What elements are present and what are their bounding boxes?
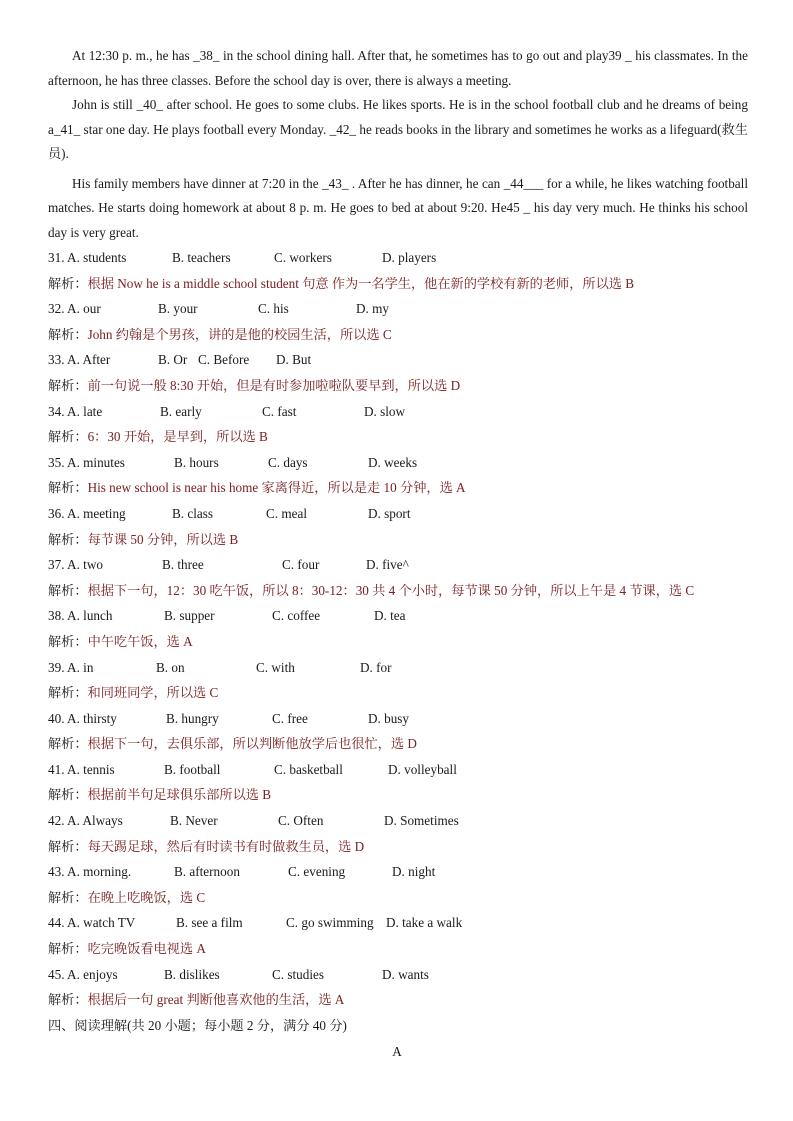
question-row bbox=[48, 245, 748, 271]
analysis-text: 每节课 50 分钟，所以选 B bbox=[87, 531, 239, 547]
question-row bbox=[48, 706, 748, 732]
analysis-label: 解析： bbox=[48, 889, 88, 905]
qnum: 38. A. lunch bbox=[48, 608, 113, 624]
analysis-text: His new school is near his home 家离得近，所以是走 10 分钟，选 A bbox=[87, 480, 466, 496]
opt-b: B. dislikes bbox=[164, 966, 220, 982]
opt-d: D. sport bbox=[368, 505, 411, 521]
opt-b: B. see a film bbox=[176, 915, 243, 931]
analysis-text: 吃完晚饭看电视选 A bbox=[87, 941, 206, 957]
opt-d: D. players bbox=[382, 250, 437, 265]
opt-b: B. class bbox=[172, 505, 214, 521]
analysis-label: 解析： bbox=[48, 992, 88, 1008]
qnum: 45. A. enjoys bbox=[48, 966, 118, 982]
opt-b: B. football bbox=[164, 761, 221, 777]
opt-b: B. Never bbox=[170, 813, 218, 829]
qnum: 40. A. thirsty bbox=[48, 710, 117, 726]
opt-c: C. Before bbox=[198, 352, 250, 368]
analysis-label: 解析： bbox=[48, 377, 88, 393]
opt-b: B. teachers bbox=[172, 250, 231, 265]
passage-paragraph-1: At 12:30 p. m., he has _38_ in the school dining hall. After that, he sometimes has to go out and play39 _ his classmates. In the afternoon, he has three classes. Before the school day is over, there is always a meeting. bbox=[48, 48, 748, 88]
analysis-text: 和同班同学，所以选 C bbox=[87, 685, 219, 701]
question-row bbox=[48, 347, 748, 373]
opt-d: D. Sometimes bbox=[384, 813, 459, 829]
opt-d: D. night bbox=[392, 864, 436, 880]
qnum: 37. A. two bbox=[48, 557, 103, 573]
opt-d: D. take a walk bbox=[386, 915, 463, 931]
analysis-row bbox=[48, 271, 748, 297]
question-row bbox=[48, 910, 748, 936]
opt-c: C. studies bbox=[272, 966, 325, 982]
opt-c: C. days bbox=[268, 454, 308, 470]
analysis-label: 解析： bbox=[48, 633, 88, 649]
analysis-row bbox=[48, 987, 748, 1013]
analysis-text: 根据后一句 great 判断他喜欢他的生活，选 A bbox=[87, 992, 345, 1008]
analysis-label: 解析： bbox=[48, 787, 88, 803]
question-row bbox=[48, 450, 748, 476]
passage-paragraph-3: His family members have dinner at 7:20 in the _43_ . After he has dinner, he can _44___ for a while, he likes watching football matches. He starts doing homework at about 8 p. m. He goes to bed at about 9:20. He45 _ his day very much. He thinks his school day is very great. bbox=[48, 175, 748, 240]
opt-b: B. early bbox=[160, 403, 202, 419]
question-row bbox=[48, 399, 748, 425]
opt-b: B. three bbox=[162, 557, 204, 573]
question-row bbox=[48, 962, 748, 988]
opt-c: C. evening bbox=[288, 864, 346, 880]
question-row bbox=[48, 501, 748, 527]
analysis-text: 每天踢足球，然后有时读书有时做救生员，选 D bbox=[87, 838, 365, 854]
qnum: 41. A. tennis bbox=[48, 761, 115, 777]
analysis-text: 6：30 开始，是早到，所以选 B bbox=[87, 429, 268, 445]
qnum: 35. A. minutes bbox=[48, 454, 125, 470]
opt-b: B. hours bbox=[174, 454, 219, 470]
opt-c: C. his bbox=[258, 301, 289, 317]
opt-d: D. slow bbox=[364, 403, 406, 419]
question-row bbox=[48, 296, 748, 322]
question-row bbox=[48, 552, 748, 578]
question-row bbox=[48, 808, 748, 834]
analysis-label: 解析： bbox=[48, 941, 88, 957]
opt-c: C. four bbox=[282, 557, 320, 573]
opt-c: C. coffee bbox=[272, 608, 321, 624]
qnum: 39. A. in bbox=[48, 659, 94, 675]
analysis-text: 根据下一句，12：30 吃午饭，所以 8：30-12：30 共 4 个小时，每节课 50 分钟，所以上午是 4 节课，选 C bbox=[87, 582, 695, 598]
opt-d: D. busy bbox=[368, 710, 410, 726]
question-row bbox=[48, 859, 748, 885]
opt-d: D. tea bbox=[374, 608, 406, 624]
analysis-row bbox=[48, 475, 748, 501]
analysis-row bbox=[48, 936, 748, 962]
passage-paragraph-2: John is still _40_ after school. He goes to some clubs. He likes sports. He is in the school football club and he dreams of being a_41_ star one day. He plays football every Monday. _42_ he reads books in the library and sometimes he works as a lifeguard(救生员). bbox=[48, 97, 748, 161]
analysis-text: 在晚上吃晚饭，选 C bbox=[87, 889, 206, 905]
opt-b: B. your bbox=[158, 301, 198, 317]
opt-d: D. five^ bbox=[366, 557, 409, 573]
qnum: 31. A. students bbox=[48, 250, 127, 265]
analysis-label: 解析： bbox=[48, 531, 88, 547]
analysis-text: 根据下一句，去俱乐部，所以判断他放学后也很忙，选 D bbox=[87, 736, 417, 752]
question-row bbox=[48, 655, 748, 681]
analysis-row bbox=[48, 322, 748, 348]
analysis-row bbox=[48, 680, 748, 706]
analysis-row bbox=[48, 629, 748, 655]
opt-c: C. with bbox=[256, 659, 295, 675]
analysis-text: 根据前半句足球俱乐部所以选 B bbox=[87, 787, 272, 803]
analysis-row bbox=[48, 782, 748, 808]
opt-b: B. supper bbox=[164, 608, 215, 624]
question-row bbox=[48, 603, 748, 629]
opt-c: C. free bbox=[272, 710, 308, 726]
part-label: A bbox=[392, 1043, 402, 1059]
opt-c: C. fast bbox=[262, 403, 297, 419]
analysis-label: 解析： bbox=[48, 429, 88, 445]
qnum: 36. A. meeting bbox=[48, 505, 126, 521]
opt-d: D. wants bbox=[382, 966, 429, 982]
analysis-text: John 约翰是个男孩，讲的是他的校园生活，所以选 C bbox=[87, 326, 392, 342]
document-page bbox=[48, 44, 748, 1065]
analysis-text: 前一句说一般 8:30 开始，但是有时参加啦啦队要早到，所以选 D bbox=[87, 377, 461, 393]
analysis-row bbox=[48, 834, 748, 860]
opt-c: C. workers bbox=[274, 250, 332, 265]
analysis-row bbox=[48, 424, 748, 450]
analysis-label: 解析： bbox=[48, 685, 88, 701]
opt-d: D. volleyball bbox=[388, 761, 457, 777]
analysis-text: 中午吃午饭，选 A bbox=[87, 633, 193, 649]
qnum: 32. A. our bbox=[48, 301, 101, 317]
analysis-label: 解析： bbox=[48, 582, 88, 598]
analysis-label: 解析： bbox=[48, 736, 88, 752]
opt-d: D. for bbox=[360, 659, 392, 675]
analysis-row bbox=[48, 373, 748, 399]
opt-b: B. hungry bbox=[166, 710, 219, 726]
opt-b: B. afternoon bbox=[174, 864, 240, 880]
opt-d: D. weeks bbox=[368, 454, 418, 470]
analysis-row bbox=[48, 731, 748, 757]
analysis-label: 解析： bbox=[48, 480, 88, 496]
qnum: 43. A. morning. bbox=[48, 864, 132, 880]
qnum: 42. A. Always bbox=[48, 813, 123, 829]
qnum: 34. A. late bbox=[48, 403, 103, 419]
analysis-text: 根据 Now he is a middle school student 句意 作为一名学生，他在新的学校有新的老师，所以选 B bbox=[87, 275, 635, 291]
opt-c: C. go swimming bbox=[286, 915, 374, 931]
analysis-label: 解析： bbox=[48, 838, 88, 854]
opt-c: C. basketball bbox=[274, 761, 343, 777]
opt-d: D. my bbox=[356, 301, 389, 317]
question-row bbox=[48, 757, 748, 783]
opt-d: D. But bbox=[276, 352, 312, 368]
opt-c: C. meal bbox=[266, 505, 308, 521]
question-list bbox=[48, 245, 748, 1013]
opt-c: C. Often bbox=[278, 813, 324, 829]
qnum: 44. A. watch TV bbox=[48, 915, 136, 931]
analysis-label: 解析： bbox=[48, 326, 88, 342]
section-heading: 四、阅读理解(共 20 小题；每小题 2 分，满分 40 分) bbox=[48, 1017, 347, 1033]
opt-b: B. on bbox=[156, 659, 185, 675]
analysis-label: 解析： bbox=[48, 275, 88, 291]
analysis-row bbox=[48, 885, 748, 911]
opt-b: B. Or bbox=[158, 352, 188, 368]
qnum: 33. A. After bbox=[48, 352, 111, 368]
analysis-row bbox=[48, 527, 748, 553]
analysis-row bbox=[48, 578, 748, 604]
